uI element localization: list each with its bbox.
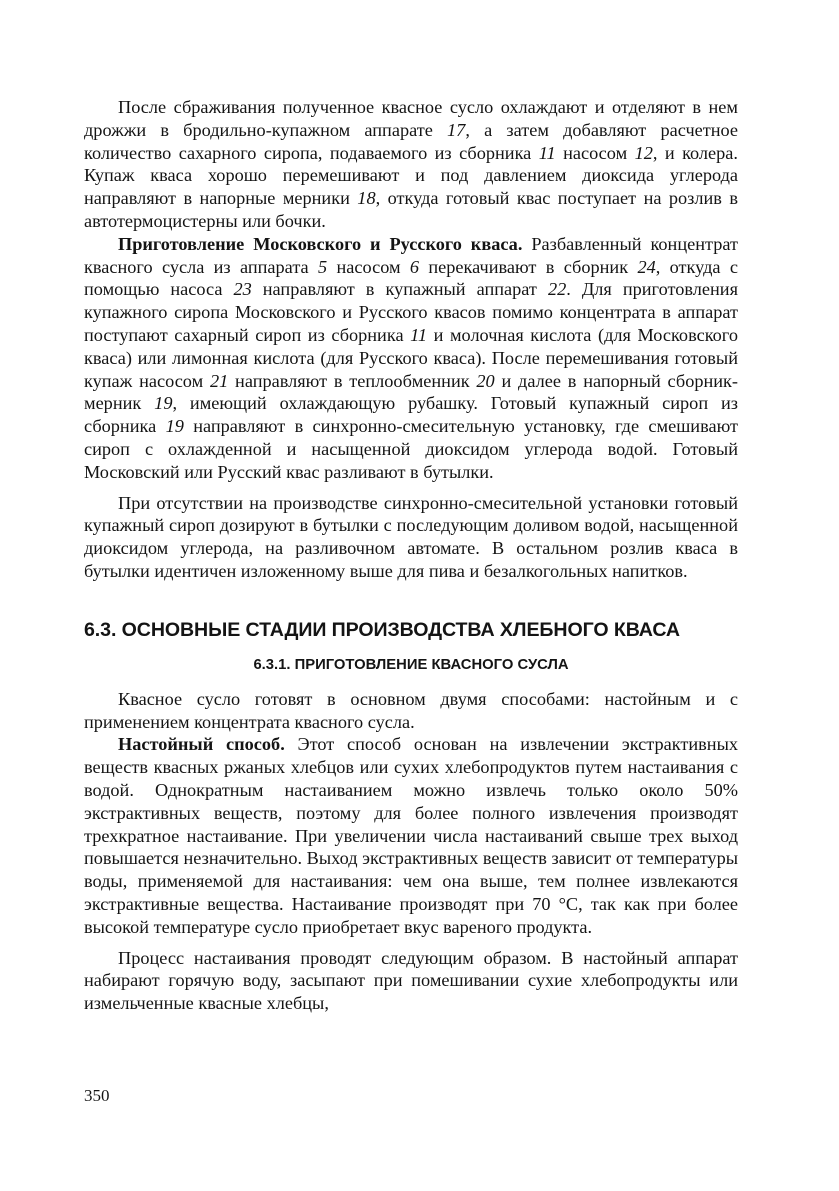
equipment-number: 21	[209, 370, 229, 391]
paragraph	[84, 233, 738, 484]
text-run: , а затем добавляют расчетное количество сахарного сиропа, подаваемого из сборника	[84, 119, 739, 163]
equipment-number: 24	[637, 256, 656, 277]
text-run: , имеющий охлаждающую рубашку. Готовый купажный сироп из сборника	[84, 393, 739, 437]
equipment-number: 19	[165, 416, 184, 437]
paragraph	[84, 96, 738, 233]
text-run: , и колера. Купаж кваса хорошо перемешивают и под давлением диоксида углерода направляют в напорные мерники	[84, 142, 738, 209]
text-run: направляют в купажный аппарат	[251, 279, 548, 300]
text-run: Квасное сусло готовят в основном двумя способами: настойным и с применением концентрата квасного сусла.	[84, 688, 738, 732]
equipment-number: 5	[318, 256, 328, 277]
text-run: При отсутствии на производстве синхронно-смесительной установки готовый купажный сироп дозируют в бутылки с последующим доливом водой, насыщенной диоксидом углерода, на разливочном автомате. В остальном розлив кваса в бутылки идентичен изложенному выше для пива и безалкогольных напитков.	[84, 492, 738, 581]
equipment-number: 12	[634, 142, 653, 163]
equipment-number: 20	[476, 370, 495, 391]
text-run: направляют в синхронно-смесительную установку, где смешивают сироп с охлажденной и насыщенной диоксидом углерода водой. Готовый Московский или Русский квас разливают в бутылки.	[84, 416, 738, 482]
run-in-heading: Приготовление Московского и Русского кваса.	[118, 233, 523, 254]
equipment-number: 11	[410, 324, 428, 345]
run-in-heading: Настойный способ.	[118, 734, 285, 755]
text-run: направляют в теплообменник	[228, 370, 477, 391]
equipment-number: 22	[547, 279, 567, 300]
text-run: и молочная кислота (для Московского кваса) или лимонная кислота (для Русского кваса). После перемешивания готовый купаж насосом	[84, 324, 738, 391]
text-run: После сбраживания полученное квасное сусло охлаждают и отделяют в нем дрожжи в бродильно-купажном аппарате	[84, 97, 738, 140]
paragraph	[84, 492, 738, 583]
text-run: , откуда с помощью насоса	[84, 256, 738, 300]
text-run: перекачивают в сборник	[419, 256, 638, 277]
text-run: Процесс настаивания проводят следующим образом. В настойный аппарат набирают горячую воду, засыпают при помешивании сухие хлебопродукты или измельченные квасные хлебцы,	[84, 947, 738, 1014]
equipment-number: 6	[409, 256, 420, 277]
subsection-heading: 6.3.1. ПРИГОТОВЛЕНИЕ КВАСНОГО СУСЛА	[253, 656, 569, 673]
text-run: , откуда готовый квас поступает на розлив в автотермоцистерны или бочки.	[84, 188, 738, 231]
text-run: . Для приготовления купажного сиропа Московского и Русского квасов помимо концентрата в аппарат поступают сахарный сироп из сборника	[84, 279, 738, 345]
paragraph	[84, 947, 738, 1015]
section-heading: 6.3. ОСНОВНЫЕ СТАДИИ ПРОИЗВОДСТВА ХЛЕБНОГО КВАСА	[84, 618, 680, 641]
paragraph	[84, 688, 738, 734]
top-text-block	[84, 96, 738, 583]
text-run: насосом	[555, 142, 635, 163]
equipment-number: 23	[233, 279, 252, 300]
text-run: и далее в напорный сборник-мерник	[84, 370, 739, 414]
equipment-number: 17	[447, 119, 466, 140]
text-run: Разбавленный концентрат квасного сусла из аппарата	[84, 233, 738, 277]
equipment-number: 19	[154, 393, 173, 414]
equipment-number: 11	[538, 142, 556, 163]
text-run: насосом	[327, 256, 410, 277]
text-run: Этот способ основан на извлечении экстрактивных веществ квасных ржаных хлебцов или сухих хлебопродуктов путем настаивания с водой. Однократным настаиванием можно извлечь только около 50% экстрактивных веществ, поэтому для более полного извлечения производят трехкратное настаивание. При увеличении числа настаиваний свыше трех выход повышается незначительно. Выход экстрактивных веществ зависит от температуры воды, применяемой для настаивания: чем она выше, тем полнее извлекаются экстрактивные вещества. Настаивание производят при 70 °С, так как при более высокой температуре сусло приобретает вкус вареного продукта.	[84, 734, 738, 937]
bottom-text-block	[84, 688, 738, 1015]
page-number: 350	[84, 1086, 110, 1105]
equipment-number: 18	[357, 188, 376, 209]
paragraph	[84, 733, 738, 938]
page-body	[84, 96, 738, 1015]
